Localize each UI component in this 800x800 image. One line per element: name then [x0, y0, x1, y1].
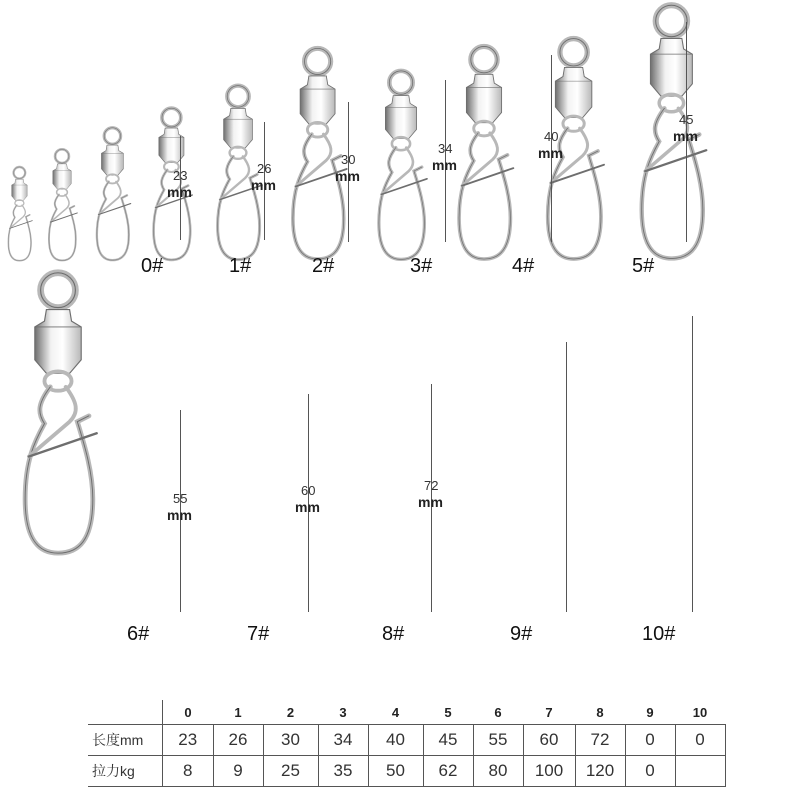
- snap-swivel-icon: [619, 0, 724, 262]
- size-label: 6#: [127, 623, 150, 645]
- length-unit: mm: [538, 144, 563, 161]
- table-cell: 55: [473, 725, 523, 756]
- table-cell: 120: [575, 756, 625, 787]
- snap-swivel-icon: [440, 42, 528, 262]
- snap-swivel-icon: [39, 147, 85, 262]
- length-value: 34: [438, 141, 453, 156]
- table-cell: 45: [423, 725, 473, 756]
- table-cell: [675, 756, 725, 787]
- snap-swivel-icon: [0, 165, 39, 262]
- length-value: 23: [173, 168, 188, 183]
- dimension-line: [566, 342, 567, 612]
- table-cell: 80: [473, 756, 523, 787]
- table-cell: 62: [423, 756, 473, 787]
- length-unit: mm: [295, 499, 320, 515]
- size-label: 0#: [141, 255, 164, 277]
- length-unit: mm: [167, 184, 192, 200]
- column-header: 7: [545, 704, 553, 720]
- length-value: 40: [544, 128, 559, 144]
- length-value: 55: [173, 491, 188, 506]
- length-unit: mm: [432, 157, 457, 173]
- snap-swivel-icon: [85, 125, 140, 262]
- column-header: 8: [596, 704, 604, 720]
- size-label: 4#: [512, 255, 535, 277]
- column-header: 1: [234, 704, 242, 720]
- column-header: 4: [391, 704, 400, 720]
- column-header: 5: [444, 704, 452, 720]
- table-cell: 40: [368, 725, 423, 756]
- size-label: 10#: [642, 623, 676, 645]
- table-cell: 30: [263, 725, 318, 756]
- table-row: [88, 725, 725, 756]
- table-cell: 26: [213, 725, 263, 756]
- snap-swivel-icon: [362, 67, 440, 262]
- length-unit: mm: [251, 177, 276, 193]
- table-cell: 35: [318, 756, 368, 787]
- table-cell: 0: [625, 756, 675, 787]
- table-cell: 0: [675, 725, 725, 756]
- size-label: 5#: [632, 255, 655, 277]
- row-header: 长度mm: [88, 725, 163, 756]
- length-value: 26: [257, 161, 272, 176]
- dimension-line: [692, 316, 693, 612]
- column-header: 0: [184, 704, 192, 720]
- spec-table: [88, 700, 726, 787]
- table-cell: 60: [523, 725, 575, 756]
- length-value: 30: [341, 152, 356, 167]
- table-corner: [88, 700, 163, 725]
- table-cell: 100: [523, 756, 575, 787]
- column-header: 2: [286, 704, 295, 720]
- table-row: [88, 756, 725, 787]
- size-label: 9#: [510, 623, 533, 645]
- table-cell: 34: [318, 725, 368, 756]
- length-value: 45: [679, 112, 694, 127]
- length-unit: mm: [167, 507, 192, 523]
- table-cell: 50: [368, 756, 423, 787]
- size-label: 7#: [247, 623, 270, 645]
- table-cell: 72: [575, 725, 625, 756]
- length-value: 60: [301, 483, 316, 498]
- column-header: 9: [646, 704, 654, 720]
- size-label: 1#: [229, 255, 252, 277]
- size-label: 3#: [410, 255, 433, 277]
- size-label: 2#: [312, 255, 335, 277]
- row-header: 拉力kg: [88, 756, 163, 787]
- size-label: 8#: [382, 623, 405, 645]
- length-unit: mm: [418, 494, 443, 510]
- column-header: 10: [692, 704, 708, 720]
- snap-swivel-icon: [0, 267, 116, 557]
- table-cell: 0: [625, 725, 675, 756]
- column-header: 3: [339, 704, 347, 720]
- column-header: 6: [494, 704, 502, 720]
- length-unit: mm: [335, 168, 360, 184]
- table-cell: 9: [213, 756, 263, 787]
- table-cell: 25: [263, 756, 318, 787]
- length-unit: mm: [673, 128, 698, 144]
- table-cell: 8: [163, 756, 214, 787]
- table-cell: 23: [163, 725, 214, 756]
- length-value: 72: [424, 478, 439, 493]
